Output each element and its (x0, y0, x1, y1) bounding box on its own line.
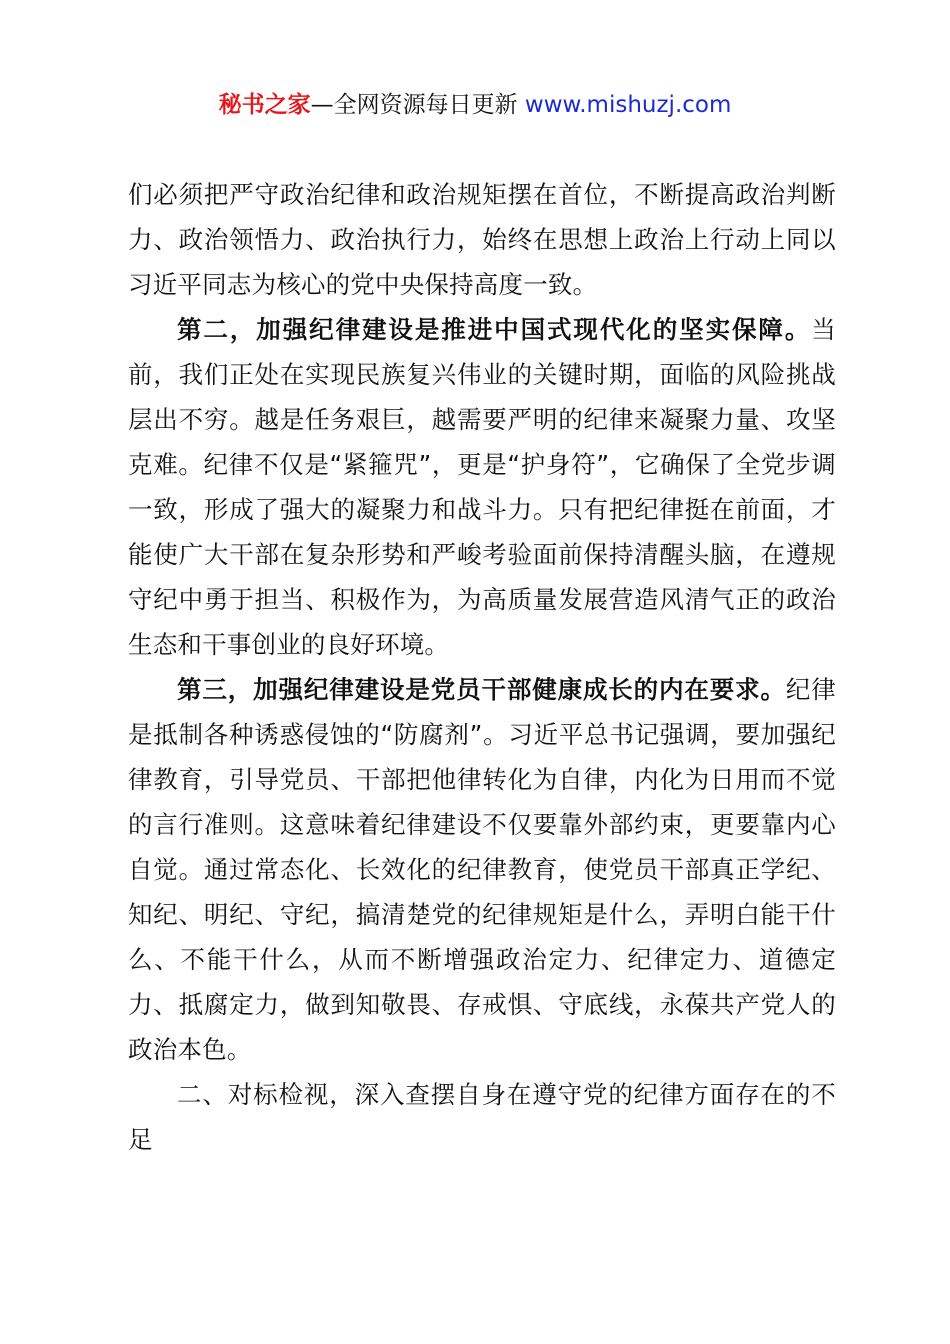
paragraph-third-point (128, 667, 836, 1072)
document-body (128, 172, 836, 1162)
third-point-text: 纪律是抵制各种诱惑侵蚀的“防腐剂”。习近平总书记强调，要加强纪律教育，引导党员、干部把他律转化为自律，内化为日用而不觉的言行准则。这意味着纪律建设不仅要靠外部约束，更要靠内心自觉。通过常态化、长效化的纪律教育，使党员干部真正学纪、知纪、明纪、守纪，搞清楚党的纪律规矩是什么，弄明白能干什么、不能干什么，从而不断增强政治定力、纪律定力、道德定力、抵腐定力，做到知敬畏、存戒惧、守底线，永葆共产党人的政治本色。 (128, 675, 836, 1064)
page-header (0, 88, 950, 122)
second-point-text: 当前，我们正处在实现民族复兴伟业的关键时期，面临的风险挑战层出不穷。越是任务艰巨，越需要严明的纪律来凝聚力量、攻坚克难。纪律不仅是“紧箍咒”，更是“护身符”，它确保了全党步调一致，形成了强大的凝聚力和战斗力。只有把纪律挺在前面，才能使广大干部在复杂形势和严峻考验面前保持清醒头脑，在遵规守纪中勇于担当、积极作为，为高质量发展营造风清气正的政治生态和干事创业的良好环境。 (128, 315, 836, 659)
paragraph-second-point (128, 307, 836, 667)
paragraph-continuation: 们必须把严守政治纪律和政治规矩摆在首位，不断提高政治判断力、政治领悟力、政治执行力，始终在思想上政治上行动上同以习近平同志为核心的党中央保持高度一致。 (128, 180, 836, 299)
section-heading-two: 二、对标检视，深入查摆自身在遵守党的纪律方面存在的不足 (128, 1080, 836, 1154)
third-point-heading: 第三，加强纪律建设是党员干部健康成长的内在要求。 (177, 675, 786, 704)
header-tagline: —全网资源每日更新 (310, 92, 525, 118)
site-url-link[interactable]: www.mishuzj.com (524, 92, 732, 118)
second-point-heading: 第二，加强纪律建设是推进中国式现代化的坚实保障。 (177, 315, 812, 344)
brand-name: 秘书之家 (218, 92, 311, 118)
